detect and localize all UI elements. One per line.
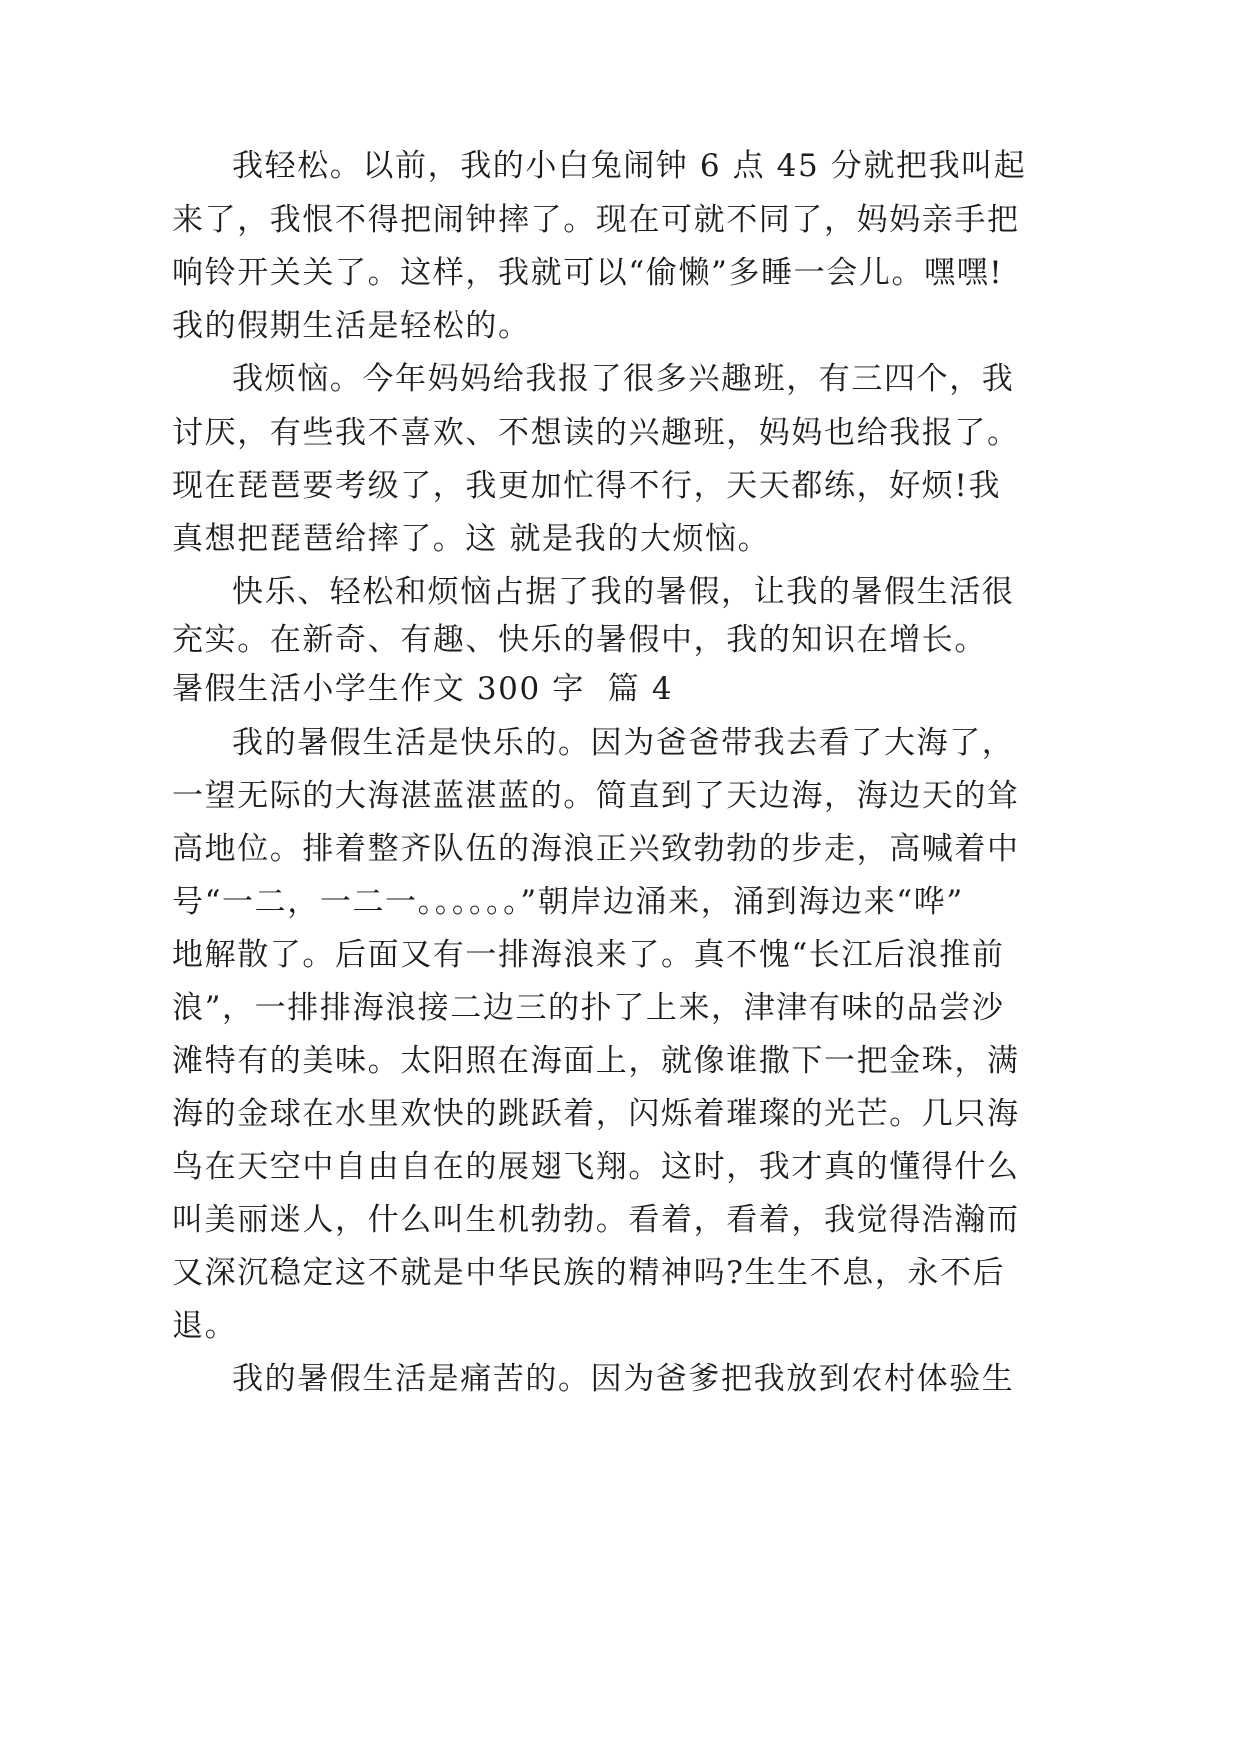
text-line: 退。 <box>172 1308 238 1344</box>
text-line: 滩特有的美味。太阳照在海面上，就像谁撒下一把金珠，满 <box>172 1043 1020 1079</box>
text-line: 我的假期生活是轻松的。 <box>172 308 531 344</box>
text-line: 浪”，一排排海浪接二边三的扑了上来，津津有味的品尝沙 <box>172 990 1005 1026</box>
text-line: 讨厌，有些我不喜欢、不想读的兴趣班，妈妈也给我报了。 <box>172 415 1020 451</box>
text-line: 号“一二，一二一。。。。。。”朝岸边涌来，涌到海边来“哗” <box>172 884 964 920</box>
text-line: 我的暑假生活是快乐的。因为爸爸带我去看了大海了， <box>232 725 1015 761</box>
text-line: 我轻松。以前，我的小白兔闹钟 6 点 45 分就把我叫起 <box>232 148 1027 184</box>
text-line: 又深沉稳定这不就是中华民族的精神吗?生生不息，永不后 <box>172 1255 1006 1291</box>
text-line: 来了，我恨不得把闹钟摔了。现在可就不同了，妈妈亲手把 <box>172 202 1020 238</box>
text-line: 充实。在新奇、有趣、快乐的暑假中，我的知识在增长。 <box>172 622 987 658</box>
text-line: 真想把琵琶给摔了。这 就是我的大烦恼。 <box>172 521 771 557</box>
text-line: 海的金球在水里欢快的跳跃着，闪烁着璀璨的光芒。几只海 <box>172 1096 1020 1132</box>
text-line: 地解散了。后面又有一排海浪来了。真不愧“长江后浪推前 <box>172 937 1005 973</box>
text-line: 高地位。排着整齐队伍的海浪正兴致勃勃的步走，高喊着中 <box>172 831 1020 867</box>
text-line: 我烦恼。今年妈妈给我报了很多兴趣班，有三四个，我 <box>232 361 1015 397</box>
text-line: 快乐、轻松和烦恼占据了我的暑假，让我的暑假生活很 <box>232 574 1015 610</box>
text-line: 现在琵琶要考级了，我更加忙得不行，天天都练，好烦!我 <box>172 468 1002 504</box>
section-heading: 暑假生活小学生作文 300 字 篇 4 <box>172 671 674 707</box>
text-line: 响铃开关关了。这样，我就可以“偷懒”多睡一会儿。嘿嘿! <box>172 255 1004 291</box>
text-line: 叫美丽迷人，什么叫生机勃勃。看着，看着，我觉得浩瀚而 <box>172 1202 1020 1238</box>
text-line: 一望无际的大海湛蓝湛蓝的。简直到了天边海，海边天的耸 <box>172 778 1020 814</box>
text-line: 我的暑假生活是痛苦的。因为爸爹把我放到农村体验生 <box>232 1361 1015 1397</box>
text-line: 鸟在天空中自由自在的展翅飞翔。这时，我才真的懂得什么 <box>172 1149 1020 1185</box>
